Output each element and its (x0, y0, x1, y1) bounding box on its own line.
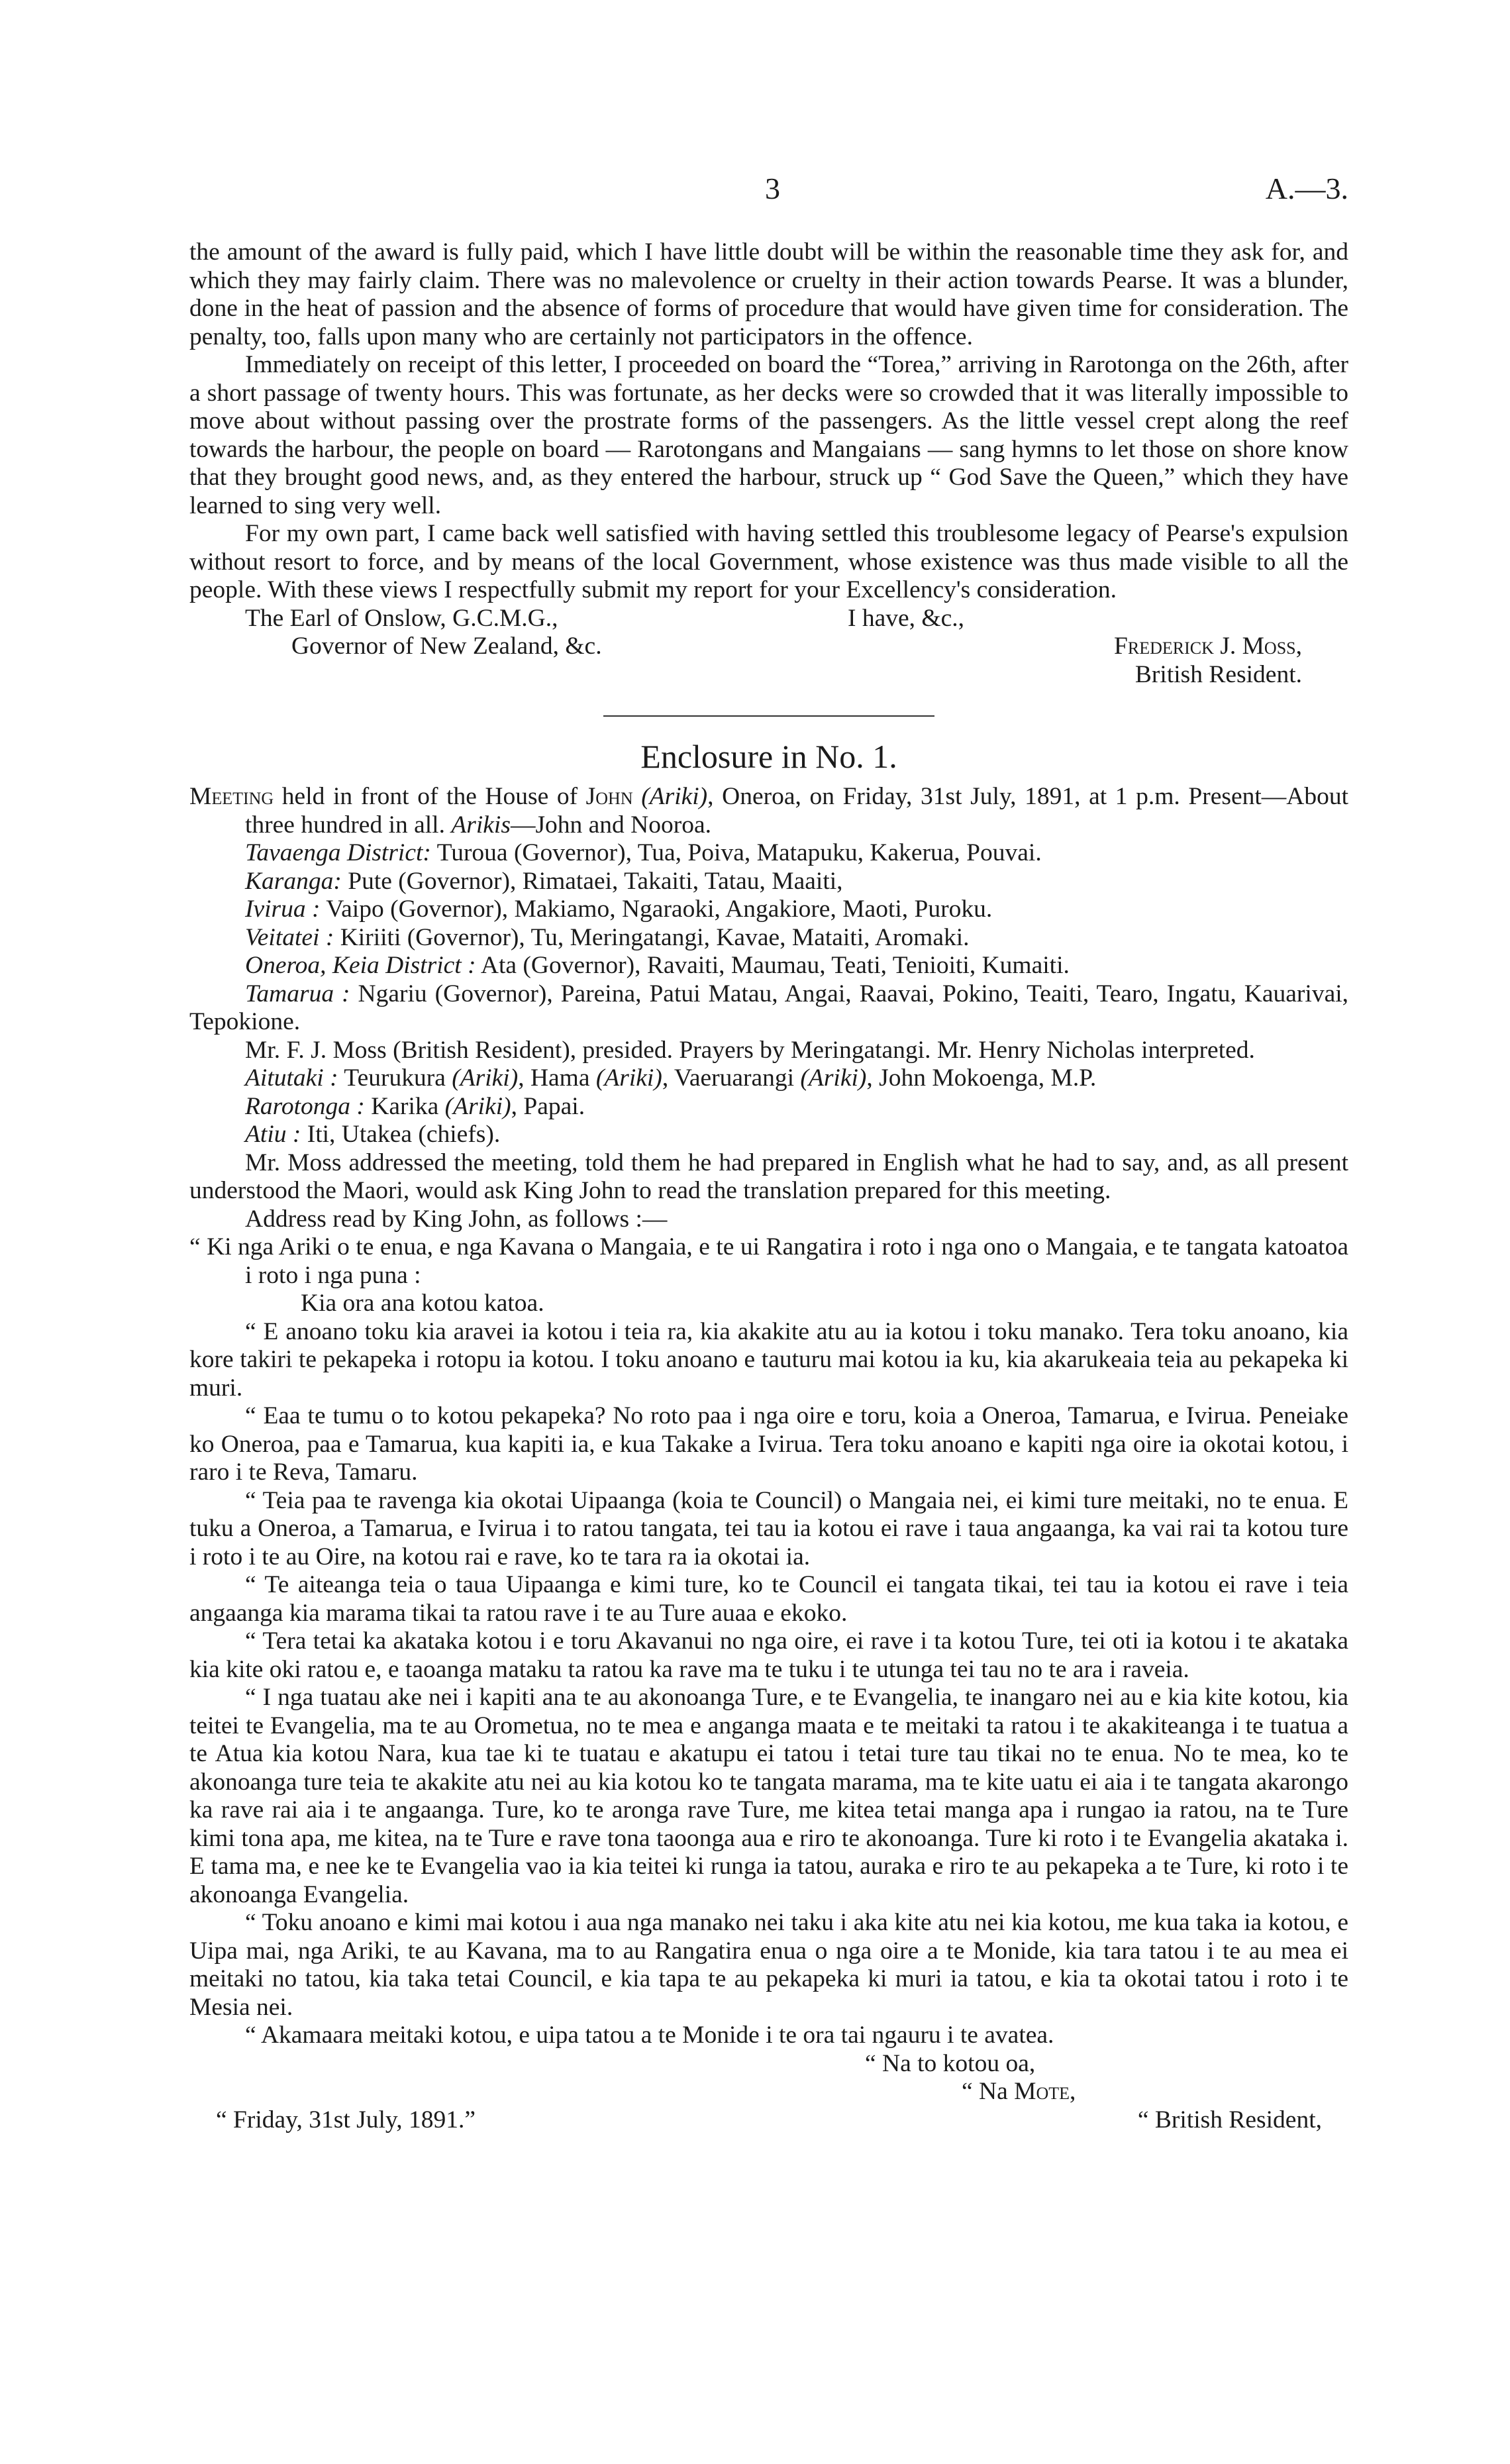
district-ivirua: Ivirua : Vaipo (Governor), Makiamo, Ngaraoki, Angakiore, Maoti, Puroku. (245, 896, 993, 923)
page-header (0, 171, 1510, 211)
visitors-aitutaki: Aitutaki : Teurukura (Ariki), Hama (Ariki), Vaeruarangi (Ariki), John Mokoenga, M.P. (245, 1064, 1097, 1092)
maori-paragraph-7: “ I nga tuatau ake nei i kapiti ana te au akonoanga Ture, e te Evangelia, te inangaro nei au e kia kite kotou, kia teitei te Evangelia, ma te au Orometua, no te mea e anganga maata e te meitaki ta ratou i te akakiteanga i te tuatua a te Atua kia kotou Nara, kua tae ki te tuatau e akatupu ei tatou i tetai ture tau tikai no te enua. No te mea, ko te akonoanga ture teia te akakite atu nei au kia kotou ko te tangata marama, ma te kite uatu ei aia i te tangata akarongo ka rave rai aia i te angaanga. Ture, ko te aronga rave Ture, me kitea tetai manga apa i rungao ia ratou, na te Ture kimi tona apa, me kitea, na te Ture e rave tona taoonga aua e riro te akonoanga. Ture ki roto i te Evangelia akataka i. E tama ma, e nee ke te Evangelia vao ia kia teitei ki runga ia tatou, auraka e riro te au pekapeka a te Ture, ki roto i te akonoanga Evangelia. (189, 1684, 1348, 1908)
meeting-date: “ Friday, 31st July, 1891.” (216, 2106, 476, 2133)
maori-paragraph-1: “ Ki nga Ariki o te enua, e nga Kavana o Mangaia, e te ui Rangatira i roto i nga ono o Mangaia, e te tangata katoatoa i roto i nga puna : (189, 1233, 1348, 1289)
presided-paragraph: Mr. F. J. Moss (British Resident), presided. Prayers by Meringatangi. Mr. Henry Nicholas interpreted. (245, 1036, 1255, 1064)
signoff-line-2: “ Na Mote, (962, 2078, 1076, 2105)
addressee-row (189, 633, 1348, 689)
maori-paragraph-6: “ Tera tetai ka akataka kotou i e toru Akavanui no nga oire, ei rave i ta kotou Ture, tei oti ia kotou i te akataka kia kite oki ratou e, e taoanga mataku ta ratou ka rave ma te tuku i te utunga tei tau no te ara i raveia. (189, 1627, 1348, 1683)
signoff-line-3: “ British Resident, (1137, 2106, 1322, 2133)
page-number: 3 (765, 172, 780, 205)
moss-addressed-paragraph: Mr. Moss addressed the meeting, told them he had prepared in English what he had to say, and, as all present understood the Maori, would ask King John to read the translation prepared for this meeting. (189, 1149, 1348, 1204)
visitors-rarotonga: Rarotonga : Karika (Ariki), Papai. (245, 1092, 585, 1120)
district-veitatei: Veitatei : Kiriiti (Governor), Tu, Meringatangi, Kavae, Mataiti, Aromaki. (245, 923, 970, 951)
signoff-line-1: “ Na to kotou oa, (865, 2049, 1036, 2077)
maori-paragraph-5: “ Te aiteanga teia o taua Uipaanga e kimi ture, ko te Council ei tangata tikai, tei tau ia kotou ei rave i teia angaanga kia marama tikai ta ratou rave i te au Ture auaa e ekoko. (189, 1571, 1348, 1627)
district-karanga: Karanga: Pute (Governor), Rimataei, Takaiti, Tatau, Maaiti, (245, 867, 843, 895)
district-oneroa: Oneroa, Keia District : Ata (Governor), Ravaiti, Maumau, Teati, Tenioiti, Kumaiti. (245, 952, 1070, 979)
document-reference: A.—3. (1265, 172, 1348, 205)
date-row (189, 2106, 1348, 2135)
maori-paragraph-2: “ E anoano toku kia aravei ia kotou i teia ra, kia akakite atu au ia kotou i toku manako. Tera toku anoano, kia kore takiri te pekapeka i rotopu ia kotou. I toku anoano e tauturu mai kotou ia ku, kia akarukeaia teia au pekapeka ki muri. (189, 1317, 1348, 1402)
closing-row (189, 605, 1348, 633)
address-read-line: Address read by King John, as follows :— (245, 1205, 668, 1233)
maori-paragraph-8: “ Toku anoano e kimi mai kotou i aua nga manako nei taku i aka kite atu nei kia kotou, me kua taka ia kotou, e Uipa mai, nga Ariki, te au Kavana, ma to au Rangatira enua o nga oire a te Monide, kia tara tatou i te au mea ei meitaki no tatou, kia taka tetai Council, e kia tapa te au pekapeka ki muri ia tatou, e kia ta okotai tatou i roto i te Mesia nei. (189, 1909, 1348, 2021)
page-body (189, 238, 1348, 2134)
letter-paragraph-3: For my own part, I came back well satisfied with having settled this troublesome legacy of Pearse's expulsion without resort to force, and by means of the local Government, whose existence was thus made visible to all the people. With these views I respectfully submit my report for your Excellency's consideration. (189, 520, 1348, 603)
letter-paragraph-2: Immediately on receipt of this letter, I proceeded on board the “Torea,” arriving in Rarotonga on the 26th, after a short passage of twenty hours. This was fortunate, as her decks were so crowded that it was literally impossible to move about without passing over the prostrate forms of the passengers. As the little vessel crept along the reef towards the harbour, the people on board — Rarotongans and Mangaians — sang hymns to let those on shore know that they brought good news, and, as they entered the harbour, struck up “ God Save the Queen,” which they have learned to sing very well. (189, 351, 1348, 519)
section-divider (603, 715, 934, 717)
visitors-atiu: Atiu : Iti, Utakea (chiefs). (245, 1121, 501, 1148)
letter-paragraph-1: the amount of the award is fully paid, which I have little doubt will be within the reasonable time they ask for, and which they may fairly claim. There was no malevolence or cruelty in their action towards Pearse. It was a blunder, done in the heat of passion and the absence of forms of procedure that would have given time for consideration. The penalty, too, falls upon many who are certainly not participators in the offence. (189, 238, 1348, 350)
district-tamarua: Tamarua : Ngariu (Governor), Pareina, Patui Matau, Angai, Raavai, Pokino, Teaiti, Tearo, Ingatu, Kauarivai, Tepokione. (189, 980, 1349, 1035)
addressee-line-1: The Earl of Onslow, G.C.M.G., (245, 604, 558, 632)
signer-title: British Resident. (1134, 660, 1302, 688)
signer-name: Frederick J. Moss, (1114, 633, 1302, 660)
closing-phrase: I have, &c., (848, 604, 964, 632)
meeting-header: Meeting held in front of the House of John (Ariki), Oneroa, on Friday, 31st July, 1891, at 1 p.m. Present—About three hundred in all. Arikis—John and Nooroa. (189, 783, 1349, 839)
maori-paragraph-9: “ Akamaara meitaki kotou, e uipa tatou a te Monide i te ora tai ngauru i te avatea. (245, 2022, 1054, 2049)
enclosure-title: Enclosure in No. 1. (640, 738, 897, 775)
district-tavaenga: Tavaenga District: Turoua (Governor), Tua, Poiva, Matapuku, Kakerua, Pouvai. (245, 839, 1042, 866)
maori-greeting: Kia ora ana kotou katoa. (301, 1290, 544, 1317)
maori-paragraph-3: “ Eaa te tumu o to kotou pekapeka? No roto paa i nga oire e toru, koia a Oneroa, Tamarua, e Ivirua. Peneiake ko Oneroa, paa e Tamarua, kua kapiti ia, e kua Takake a Ivirua. Tera toku anoano e kapiti nga oire ia okotai kotou, i raro i te Reva, Tamaru. (189, 1402, 1348, 1486)
maori-paragraph-4: “ Teia paa te ravenga kia okotai Uipaanga (koia te Council) o Mangaia nei, ei kimi ture meitaki, no te enua. E tuku a Oneroa, a Tamarua, e Ivirua i to ratou tangata, tei tau ia kotou ei rave i taua angaanga, ka vai rai ta kotou ture i roto i te au Oire, na kotou rai e rave, ko te tara ra ia okotai ia. (189, 1486, 1348, 1570)
addressee-line-2: Governor of New Zealand, &c. (291, 633, 602, 660)
